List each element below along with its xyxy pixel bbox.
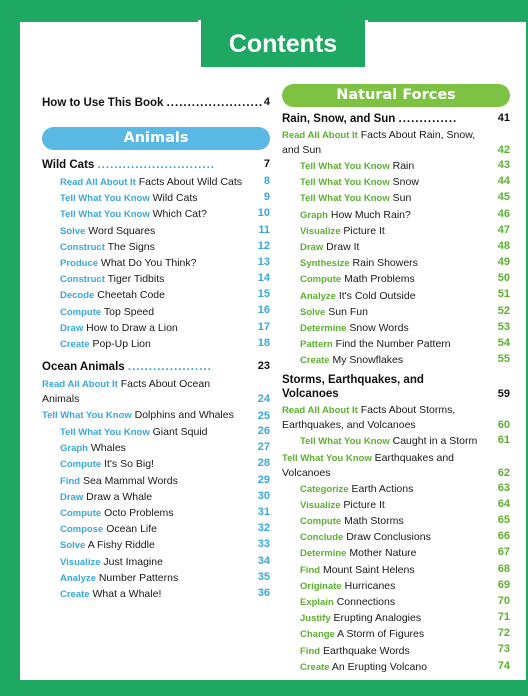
toc-entry-verb: Analyze (300, 290, 336, 302)
toc-entry-verb: Originate (300, 580, 342, 592)
toc-entry-topic: A Storm of Figures (334, 628, 425, 641)
toc-entry-topic: Facts About Wild Cats (135, 176, 243, 188)
toc-entry[interactable] (42, 537, 270, 553)
toc-entry-page: 15 (257, 288, 270, 301)
toc-entry-page: 60 (497, 419, 510, 432)
toc-entry-topic: Octo Problems (101, 507, 174, 519)
toc-entry[interactable] (282, 433, 510, 449)
toc-entry-verb: Solve (60, 225, 86, 237)
toc-entry[interactable] (42, 239, 270, 255)
toc-entry-text (300, 241, 359, 253)
toc-entry[interactable] (42, 287, 270, 303)
toc-entry-text (42, 377, 270, 406)
toc-entry-verb: Draw (300, 241, 324, 253)
toc-entry-text (60, 241, 155, 253)
toc-entry-page: 67 (497, 546, 510, 559)
contents-title: Contents (198, 20, 368, 70)
toc-entry[interactable] (282, 450, 510, 481)
how-to-use-page: 4 (263, 96, 270, 108)
toc-entry[interactable] (282, 255, 510, 271)
toc-entry-page: 11 (258, 223, 270, 236)
toc-entry-text (300, 290, 416, 302)
toc-entry-topic: Earthquakes and Volcanoes (282, 451, 455, 479)
toc-entry[interactable] (282, 626, 510, 642)
toc-entry[interactable] (282, 336, 510, 352)
toc-entry-page: 69 (497, 578, 510, 591)
toc-entry-topic: Picture It (340, 224, 385, 237)
toc-entry[interactable] (282, 271, 510, 287)
toc-entry-verb: Visualize (60, 556, 101, 568)
toc-entry[interactable] (42, 440, 270, 456)
toc-entry-page: 24 (257, 393, 270, 406)
toc-entry-verb: Tell What You Know (60, 193, 150, 205)
toc-entry[interactable] (282, 190, 510, 206)
toc-entry-page: 33 (257, 538, 270, 551)
toc-entry-verb: Pattern (300, 339, 333, 351)
toc-entry-page: 25 (257, 410, 270, 423)
toc-entry[interactable] (282, 304, 510, 320)
toc-entry-verb: Compute (60, 459, 102, 471)
toc-entry[interactable] (282, 223, 510, 239)
toc-entry-verb: Draw (60, 322, 84, 334)
toc-entry-topic: Pop-Up Lion (89, 337, 151, 350)
toc-entry-text (300, 645, 410, 657)
toc-entry-text (300, 515, 404, 527)
toc-entry-text (60, 556, 163, 568)
toc-entry-page: 73 (497, 643, 510, 656)
toc-entry[interactable] (42, 505, 270, 521)
toc-entry-text (300, 257, 418, 269)
toc-entry-verb: Graph (60, 443, 88, 455)
toc-entry-page: 54 (497, 337, 510, 350)
toc-entry-topic: How Much Rain? (327, 208, 411, 221)
toc-entry-topic: The Signs (104, 240, 155, 253)
toc-entry-verb: Analyze (60, 572, 96, 584)
toc-entry-verb: Create (60, 338, 90, 350)
toc-entry-page: 70 (497, 594, 510, 607)
toc-entry-text (60, 588, 161, 600)
toc-entry[interactable] (282, 207, 510, 223)
toc-entry-verb: Tell What You Know (42, 410, 132, 422)
ocean-animals-page: 23 (257, 360, 270, 373)
toc-entry-page: 27 (257, 441, 270, 454)
toc-entry-verb: Compute (60, 508, 102, 519)
toc-entry-topic: Facts About Rain, Snow, and Sun (282, 129, 476, 156)
toc-entry-topic: What Do You Think? (98, 256, 197, 269)
toc-entry-topic: Top Speed (101, 305, 155, 318)
toc-entry-verb: Construct (60, 241, 105, 253)
toc-entry[interactable] (42, 271, 270, 287)
toc-entry-page: 53 (497, 320, 510, 333)
toc-entry-text (60, 208, 207, 220)
toc-entry-text (60, 426, 208, 438)
toc-entry-page: 35 (257, 570, 270, 583)
toc-entry[interactable] (282, 513, 510, 529)
ocean-animals-label: Ocean Animals (42, 361, 125, 374)
toc-entry-text (300, 483, 413, 495)
toc-entry-verb: Read All About It (282, 130, 358, 141)
ocean-animals-list (42, 376, 270, 602)
toc-entry-topic: How to Draw a Lion (83, 321, 178, 334)
right-column (282, 84, 510, 675)
toc-entry-topic: Sea Mammal Words (80, 474, 178, 487)
toc-entry-page: 68 (497, 562, 510, 575)
toc-entry-text (300, 209, 411, 221)
toc-entry-page: 30 (257, 489, 270, 502)
toc-entry-page: 66 (497, 530, 510, 543)
toc-entry[interactable] (282, 127, 510, 158)
toc-entry-text (42, 408, 270, 423)
storms-list (282, 402, 510, 674)
wild-cats-label: Wild Cats (42, 159, 95, 171)
toc-entry[interactable] (42, 320, 270, 336)
storms-heading[interactable] (282, 372, 510, 402)
toc-entry[interactable] (282, 578, 510, 594)
toc-entry-page: 43 (497, 158, 510, 171)
toc-entry-topic: Earthquake Words (320, 644, 410, 657)
toc-entry-verb: Find (60, 475, 81, 487)
toc-entry-text (300, 192, 411, 204)
toc-entry-text (60, 273, 164, 285)
toc-entry[interactable] (42, 174, 270, 190)
toc-entry-topic: Caught in a Storm (389, 435, 478, 448)
toc-entry-page: 16 (257, 304, 270, 317)
toc-entry-topic: Draw Conclusions (343, 531, 431, 544)
toc-entry-topic: Which Cat? (149, 208, 207, 221)
toc-entry-page: 46 (497, 207, 510, 220)
toc-entry[interactable] (282, 288, 510, 304)
toc-entry-topic: What a Whale! (89, 587, 162, 600)
toc-entry-page: 9 (263, 191, 270, 204)
toc-entry[interactable] (42, 206, 270, 222)
toc-entry[interactable] (42, 376, 270, 407)
toc-entry-text (60, 257, 196, 269)
toc-entry[interactable] (282, 643, 510, 659)
toc-entry-verb: Create (300, 355, 330, 367)
toc-entry-topic: Draw It (323, 240, 360, 253)
toc-entry-text (60, 507, 174, 519)
toc-entry-page: 44 (497, 175, 510, 188)
toc-entry-verb: Create (300, 661, 330, 673)
storms-page: 59 (497, 388, 510, 401)
toc-entry-topic: My Snowflakes (329, 354, 404, 367)
toc-entry-topic: Mother Nature (346, 547, 417, 560)
toc-entry-verb: Find (300, 645, 321, 657)
toc-entry-topic: Draw a Whale (83, 490, 153, 503)
toc-entry-topic: Rain Showers (349, 257, 418, 270)
toc-entry[interactable] (282, 562, 510, 578)
toc-entry-text (300, 612, 421, 624)
toc-entry[interactable] (42, 570, 270, 586)
toc-entry-page: 62 (497, 466, 510, 479)
toc-entry[interactable] (42, 336, 270, 352)
toc-entry-page: 13 (257, 255, 270, 268)
toc-entry-topic: Cheetah Code (94, 289, 165, 302)
toc-entry-verb: Visualize (300, 225, 341, 237)
toc-entry-verb: Justify (300, 613, 331, 625)
toc-entry-page: 63 (497, 481, 510, 494)
toc-entry-page: 10 (257, 207, 270, 220)
toc-entry-topic: Facts About Ocean Animals (42, 378, 211, 406)
toc-entry-page: 71 (497, 611, 510, 624)
toc-entry-topic: Number Patterns (95, 571, 179, 584)
toc-entry-text (300, 580, 395, 592)
toc-entry[interactable] (42, 407, 270, 424)
toc-entry-text (60, 458, 154, 470)
rain-snow-sun-list (282, 127, 510, 368)
toc-entry-topic: Hurricanes (341, 579, 396, 592)
toc-entry-topic: Sun Fun (325, 305, 368, 318)
toc-entry-page: 8 (263, 174, 270, 187)
toc-entry[interactable] (42, 489, 270, 505)
toc-entry-text (60, 491, 152, 503)
natural-forces-section-pill: Natural Forces (282, 84, 510, 107)
toc-entry-text (60, 176, 242, 188)
toc-entry-page: 65 (497, 513, 510, 526)
toc-entry-page: 64 (497, 497, 510, 510)
toc-entry-page: 26 (257, 425, 270, 438)
toc-entry-topic: Dolphins and Whales (131, 409, 234, 422)
toc-entry-page: 34 (257, 554, 270, 567)
toc-entry-topic: Sun (389, 192, 412, 205)
toc-entry-text (300, 499, 385, 511)
toc-entry-topic: Connections (333, 595, 396, 608)
toc-entry-text (60, 192, 198, 204)
toc-entry-verb: Read All About It (282, 405, 358, 417)
toc-entry-verb: Solve (300, 306, 326, 318)
toc-entry-verb: Synthesize (300, 258, 350, 270)
wild-cats-list (42, 174, 270, 352)
toc-entry-page: 52 (497, 304, 510, 317)
toc-entry[interactable] (42, 424, 270, 440)
toc-entry-topic: Word Squares (85, 224, 156, 237)
toc-entry-text (282, 451, 510, 480)
toc-entry[interactable] (42, 255, 270, 271)
toc-entry-text (300, 435, 477, 447)
toc-entry-topic: Snow Words (346, 321, 409, 334)
toc-entry-verb: Compute (60, 306, 102, 318)
toc-entry-text (300, 564, 415, 576)
toc-entry[interactable] (282, 610, 510, 626)
toc-entry-verb: Tell What You Know (282, 452, 372, 464)
toc-entry-verb: Tell What You Know (300, 193, 390, 205)
toc-entry[interactable] (42, 586, 270, 602)
toc-entry-verb: Change (300, 629, 335, 641)
toc-entry-topic: Ocean Life (103, 523, 157, 536)
toc-entry-page: 18 (257, 336, 270, 349)
toc-entry[interactable] (42, 190, 270, 206)
animals-section-pill: Animals (42, 127, 270, 150)
toc-entry-topic: Wild Cats (149, 192, 198, 205)
toc-entry-text (300, 628, 424, 640)
toc-entry-text (60, 539, 155, 551)
toc-entry-text (300, 596, 395, 608)
toc-entry-page: 17 (257, 320, 270, 333)
toc-entry-verb: Construct (60, 274, 105, 286)
toc-entry-verb: Compute (300, 274, 342, 286)
toc-entry-topic: Find the Number Pattern (332, 338, 451, 351)
toc-entry-topic: It's Cold Outside (335, 289, 416, 302)
toc-entry-text (60, 225, 155, 237)
toc-entry-verb: Decode (60, 290, 95, 302)
toc-entry-page: 61 (497, 434, 510, 447)
rain-snow-sun-page: 41 (497, 112, 510, 124)
toc-entry-verb: Create (60, 588, 90, 600)
toc-entry-verb: Determine (300, 548, 347, 560)
toc-entry[interactable] (282, 320, 510, 336)
toc-entry-topic: Mount Saint Helens (320, 563, 415, 576)
toc-entry-text (282, 403, 510, 432)
toc-entry-text (300, 306, 368, 318)
toc-entry-verb: Tell What You Know (300, 177, 390, 189)
toc-entry-verb: Read All About It (60, 177, 136, 188)
rain-snow-sun-heading[interactable]: Rain, Snow, and Sun .............. 41 (282, 112, 510, 125)
toc-entry[interactable] (42, 473, 270, 489)
toc-entry-topic: Giant Squid (149, 426, 208, 439)
toc-entry-topic: Snow (389, 176, 419, 189)
toc-entry-text (60, 322, 178, 334)
toc-entry-text (300, 661, 427, 673)
toc-entry-text (300, 225, 385, 237)
toc-entry[interactable] (42, 554, 270, 570)
toc-entry-topic: Picture It (340, 498, 385, 511)
toc-entry-page: 72 (497, 627, 510, 640)
toc-entry-page: 14 (257, 272, 270, 285)
toc-entry-topic: Tiger Tidbits (104, 273, 165, 286)
toc-entry-page: 55 (497, 353, 510, 366)
toc-entry-verb: Tell What You Know (60, 209, 150, 221)
toc-entry[interactable] (282, 239, 510, 255)
toc-entry-verb: Compute (300, 516, 342, 527)
toc-entry-topic: Math Problems (341, 273, 415, 286)
how-to-use-entry[interactable]: How to Use This Book ....................... 4 (42, 94, 270, 112)
toc-entry[interactable] (42, 304, 270, 320)
toc-entry-verb: Compose (60, 524, 104, 536)
toc-entry-verb: Draw (60, 491, 84, 503)
toc-entry-verb: Visualize (300, 499, 341, 511)
toc-entry-page: 50 (497, 272, 510, 285)
toc-entry-verb: Tell What You Know (300, 436, 390, 448)
wild-cats-page: 7 (263, 158, 270, 170)
toc-entry-text (300, 531, 431, 543)
toc-entry-page: 28 (257, 457, 270, 470)
toc-entry-page: 48 (497, 239, 510, 252)
toc-entry[interactable] (282, 402, 510, 433)
toc-entry-text (300, 354, 403, 366)
toc-entry-text (300, 273, 415, 285)
toc-entry[interactable] (282, 545, 510, 561)
toc-entry[interactable] (42, 223, 270, 239)
toc-entry-topic: Erupting Analogies (330, 612, 422, 625)
toc-entry[interactable] (282, 481, 510, 497)
toc-entry-page: 36 (257, 586, 270, 599)
toc-entry-page: 51 (497, 288, 510, 301)
toc-entry[interactable] (42, 456, 270, 472)
toc-entry-page: 45 (497, 191, 510, 204)
left-column (42, 94, 270, 602)
toc-entry-verb: Read All About It (42, 379, 118, 391)
toc-entry-page: 29 (257, 473, 270, 486)
toc-entry-text (60, 442, 126, 454)
toc-entry-page: 32 (257, 522, 270, 535)
toc-entry-text (300, 322, 409, 334)
how-to-use-label: How to Use This Book (42, 97, 164, 109)
toc-entry-text (300, 176, 419, 188)
ocean-animals-heading[interactable]: Ocean Animals .................... 23 (42, 358, 270, 376)
toc-entry-verb: Determine (300, 322, 347, 334)
toc-entry[interactable] (282, 174, 510, 190)
toc-entry[interactable] (282, 158, 510, 174)
rain-snow-sun-label: Rain, Snow, and Sun (282, 113, 396, 125)
toc-entry-text (60, 289, 165, 301)
toc-entry-text (282, 128, 510, 157)
toc-entry-text (60, 338, 151, 350)
toc-entry-topic: Earth Actions (348, 482, 414, 495)
toc-entry-page: 47 (497, 223, 510, 236)
toc-entry-topic: Just Imagine (100, 555, 163, 568)
toc-entry-verb: Tell What You Know (60, 427, 150, 439)
toc-entry-verb: Solve (60, 540, 86, 552)
toc-entry-page: 31 (257, 505, 270, 518)
toc-entry-page: 74 (497, 659, 510, 672)
toc-entry-verb: Categorize (300, 483, 349, 495)
toc-entry-verb: Explain (300, 596, 334, 608)
toc-entry-verb: Produce (60, 257, 99, 269)
toc-entry-verb: Tell What You Know (300, 161, 390, 172)
toc-entry[interactable] (282, 497, 510, 513)
toc-entry-text (60, 523, 157, 535)
toc-entry-text (300, 547, 417, 559)
toc-entry-verb: Graph (300, 209, 328, 221)
toc-entry-page: 12 (257, 239, 270, 252)
storms-label: Storms, Earthquakes, and Volcanoes (282, 374, 424, 401)
toc-entry-verb: Find (300, 564, 321, 576)
toc-entry[interactable] (282, 659, 510, 675)
toc-entry-topic: Whales (87, 442, 126, 455)
toc-entry-topic: Facts About Storms, Earthquakes, and Volcanoes (282, 404, 456, 432)
toc-entry[interactable] (282, 594, 510, 610)
toc-entry-text (300, 338, 451, 350)
toc-entry-topic: Math Storms (341, 515, 404, 527)
toc-entry[interactable] (282, 529, 510, 545)
toc-entry-topic: An Erupting Volcano (329, 660, 428, 673)
toc-entry[interactable] (282, 352, 510, 368)
toc-entry-verb: Conclude (300, 532, 344, 544)
toc-entry-topic: A Fishy Riddle (85, 539, 155, 552)
toc-entry-topic: It's So Big! (101, 458, 154, 471)
toc-entry-page: 49 (497, 256, 510, 269)
wild-cats-heading[interactable]: Wild Cats ............................ 7 (42, 156, 270, 174)
toc-entry-page: 42 (497, 144, 510, 156)
toc-entry-text (60, 306, 154, 318)
toc-entry[interactable] (42, 521, 270, 537)
toc-entry-topic: Rain (389, 160, 415, 172)
toc-entry-text (60, 475, 178, 487)
toc-entry-text (300, 160, 414, 172)
toc-entry-text (60, 572, 178, 584)
contents-page (20, 22, 526, 680)
